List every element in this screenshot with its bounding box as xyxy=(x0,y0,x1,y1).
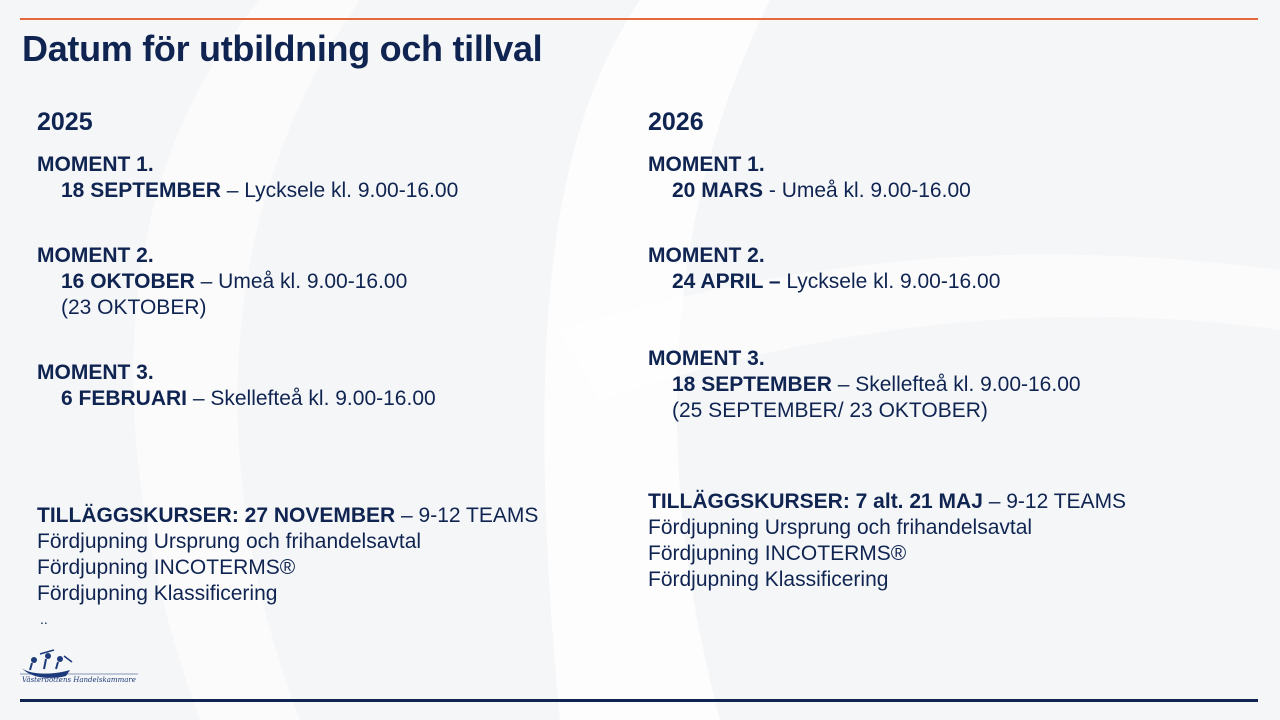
moment-date: 16 OKTOBER xyxy=(61,270,195,293)
course-item: Fördjupning Klassificering xyxy=(37,582,278,605)
moment-block xyxy=(37,360,436,412)
top-accent-rule xyxy=(20,18,1258,20)
extra-courses-heading-line xyxy=(37,503,538,529)
moment-date: 6 FEBRUARI xyxy=(61,387,188,410)
extra-courses xyxy=(37,503,538,607)
extra-courses xyxy=(648,489,1126,593)
extra-courses-heading: TILLÄGGSKURSER: 7 alt. 21 MAJ xyxy=(648,490,983,513)
moment-line xyxy=(648,269,1000,295)
year-heading: 2025 xyxy=(37,108,93,136)
course-item: Fördjupning Ursprung och frihandelsavtal xyxy=(37,530,422,553)
trailing-dots: .. xyxy=(40,611,48,627)
moment-date: 24 APRIL – xyxy=(672,270,781,293)
moment-block xyxy=(37,152,458,204)
moment-detail: – Lycksele kl. 9.00-16.00 xyxy=(220,179,459,202)
moment-alt-date: (23 OKTOBER) xyxy=(61,296,207,319)
moment-date: 20 MARS xyxy=(672,179,764,202)
moment-line xyxy=(37,269,407,295)
moment-alt-date: (25 SEPTEMBER/ 23 OKTOBER) xyxy=(672,399,988,422)
moment-line xyxy=(37,178,458,204)
page-title: Datum för utbildning och tillval xyxy=(22,28,543,69)
moment-heading: MOMENT 2. xyxy=(37,244,154,267)
moment-line xyxy=(648,178,971,204)
moment-block xyxy=(648,243,1000,295)
moment-heading: MOMENT 3. xyxy=(648,347,765,370)
moment-heading: MOMENT 1. xyxy=(37,153,154,176)
course-item: Fördjupning INCOTERMS® xyxy=(648,542,907,565)
extra-courses-heading: TILLÄGGSKURSER: 27 NOVEMBER xyxy=(37,504,396,527)
bottom-rule xyxy=(20,699,1258,702)
extra-courses-time: – 9-12 TEAMS xyxy=(395,504,539,527)
course-item: Fördjupning Ursprung och frihandelsavtal xyxy=(648,516,1033,539)
moment-heading: MOMENT 1. xyxy=(648,153,765,176)
moment-block xyxy=(648,152,971,204)
moment-block xyxy=(37,243,407,321)
moment-detail: - Umeå kl. 9.00-16.00 xyxy=(763,179,971,202)
moment-detail: – Umeå kl. 9.00-16.00 xyxy=(194,270,408,293)
course-item: Fördjupning INCOTERMS® xyxy=(37,556,296,579)
year-heading: 2026 xyxy=(648,108,704,136)
moment-line xyxy=(37,386,436,412)
moment-heading: MOMENT 3. xyxy=(37,361,154,384)
moment-line xyxy=(648,372,1081,398)
moment-detail: – Skellefteå kl. 9.00-16.00 xyxy=(187,387,436,410)
moment-detail: – Skellefteå kl. 9.00-16.00 xyxy=(831,373,1081,396)
moment-date: 18 SEPTEMBER xyxy=(61,179,221,202)
course-item: Fördjupning Klassificering xyxy=(648,568,889,591)
moment-date: 18 SEPTEMBER xyxy=(672,373,832,396)
extra-courses-time: – 9-12 TEAMS xyxy=(982,490,1127,513)
moment-detail: Lycksele kl. 9.00-16.00 xyxy=(780,270,1001,293)
logo-wordmark: Västerbottens Handelskammare xyxy=(22,676,136,684)
moment-heading: MOMENT 2. xyxy=(648,244,765,267)
extra-courses-heading-line xyxy=(648,489,1126,515)
moment-block xyxy=(648,346,1081,424)
